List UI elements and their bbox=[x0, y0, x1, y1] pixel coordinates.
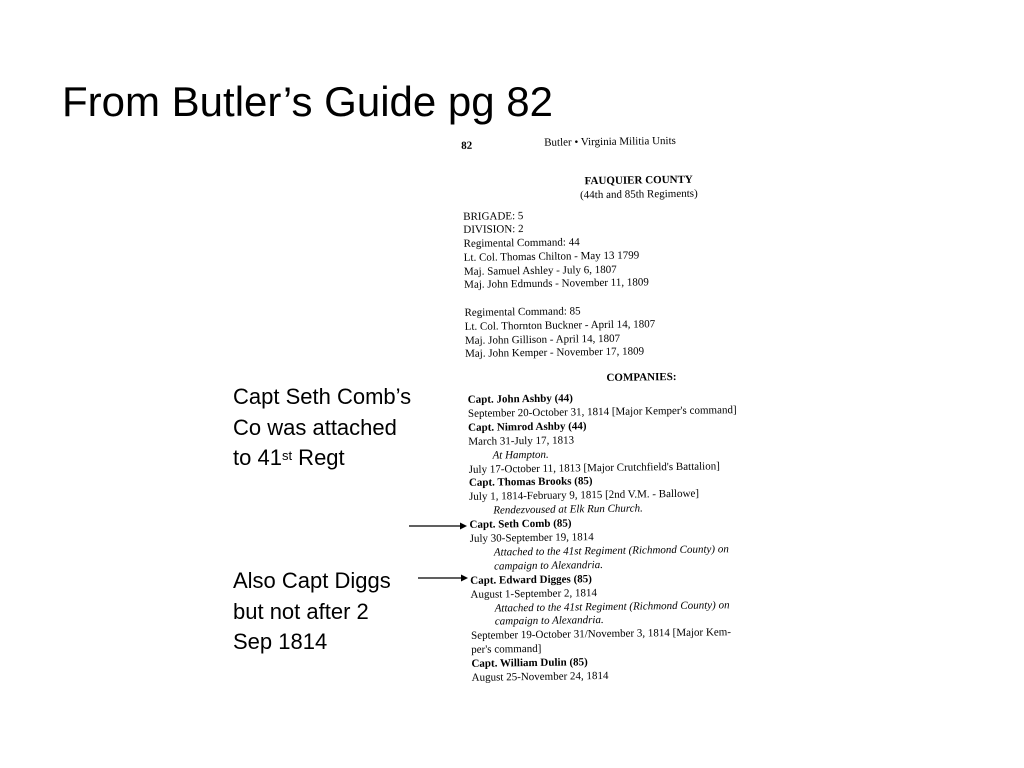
scanned-page bbox=[458, 127, 826, 692]
scan-company-line: July 30-September 19, 1814 bbox=[469, 531, 594, 545]
scan-company-line: July 1, 1814-February 9, 1815 [2nd V.M. - Ballowe] bbox=[469, 487, 700, 504]
scan-company-line: Attached to the 41st Regiment (Richmond County) on bbox=[494, 598, 730, 615]
note-seth-comb-tail: Regt bbox=[292, 445, 345, 470]
scan-officer-line: Lt. Col. Thornton Buckner - April 14, 1807 bbox=[464, 318, 656, 333]
arrow-diggs-icon bbox=[417, 570, 469, 586]
note-seth-comb-superscript: st bbox=[281, 448, 293, 463]
scan-regimental-command-85: Regimental Command: 85 bbox=[464, 305, 581, 319]
scan-company-line: August 1-September 2, 1814 bbox=[470, 586, 598, 601]
scan-officer-line: Lt. Col. Thomas Chilton - May 13 1799 bbox=[463, 249, 640, 264]
scan-company-line: campaign to Alexandria. bbox=[493, 558, 604, 573]
scan-company-line: Capt. Seth Comb (85) bbox=[469, 517, 572, 531]
slide-title: From Butler’s Guide pg 82 bbox=[62, 78, 554, 125]
scan-county: FAUQUIER COUNTY bbox=[584, 173, 693, 188]
scan-company-line: At Hampton. bbox=[492, 448, 549, 462]
scan-company-line: August 25-November 24, 1814 bbox=[471, 669, 609, 684]
scan-company-line: Attached to the 41st Regiment (Richmond County) on bbox=[493, 543, 729, 559]
scan-officer-line: Maj. John Gillison - April 14, 1807 bbox=[464, 332, 621, 347]
scan-officer-line: Maj. Samuel Ashley - July 6, 1807 bbox=[463, 263, 617, 278]
scan-running-head: Butler • Virginia Militia Units bbox=[544, 134, 676, 149]
scan-company-line: September 19-October 31/November 3, 1814 [Major Kem- bbox=[470, 626, 732, 643]
note-seth-comb-text: Capt Seth Comb’s Co was attached to 41 bbox=[233, 384, 412, 470]
scan-company-line: Capt. John Ashby (44) bbox=[467, 392, 573, 406]
scan-company-line: Capt. Edward Digges (85) bbox=[470, 572, 592, 587]
scan-company-line: campaign to Alexandria. bbox=[494, 614, 604, 628]
note-seth-comb bbox=[233, 382, 413, 474]
scan-company-line: Capt. William Dulin (85) bbox=[471, 656, 588, 670]
scan-company-line: Capt. Nimrod Ashby (44) bbox=[468, 420, 587, 434]
scan-company-line: Capt. Thomas Brooks (85) bbox=[468, 475, 593, 490]
scan-company-line: September 20-October 31, 1814 [Major Kemper's command] bbox=[467, 404, 737, 420]
scan-page-number: 82 bbox=[461, 139, 473, 152]
scan-brigade: BRIGADE: 5 bbox=[463, 210, 524, 223]
scan-regiments: (44th and 85th Regiments) bbox=[579, 187, 698, 202]
scan-company-line: per's command] bbox=[471, 643, 542, 657]
scan-company-line: July 17-October 11, 1813 [Major Crutchfield's Battalion] bbox=[468, 459, 720, 476]
scan-division: DIVISION: 2 bbox=[463, 223, 524, 236]
note-diggs: Also Capt Diggs but not after 2 Sep 1814 bbox=[233, 568, 391, 654]
scan-company-line: Rendezvoused at Elk Run Church. bbox=[493, 502, 643, 517]
scan-officer-line: Maj. John Kemper - November 17, 1809 bbox=[465, 345, 645, 360]
scan-company-line: March 31-July 17, 1813 bbox=[468, 434, 575, 448]
scan-officer-line: Maj. John Edmunds - November 11, 1809 bbox=[464, 276, 649, 291]
scan-header bbox=[458, 133, 818, 154]
arrow-seth-comb-icon bbox=[408, 518, 468, 534]
scan-companies-heading: COMPANIES: bbox=[606, 370, 677, 384]
scan-regimental-command-44: Regimental Command: 44 bbox=[463, 236, 580, 250]
